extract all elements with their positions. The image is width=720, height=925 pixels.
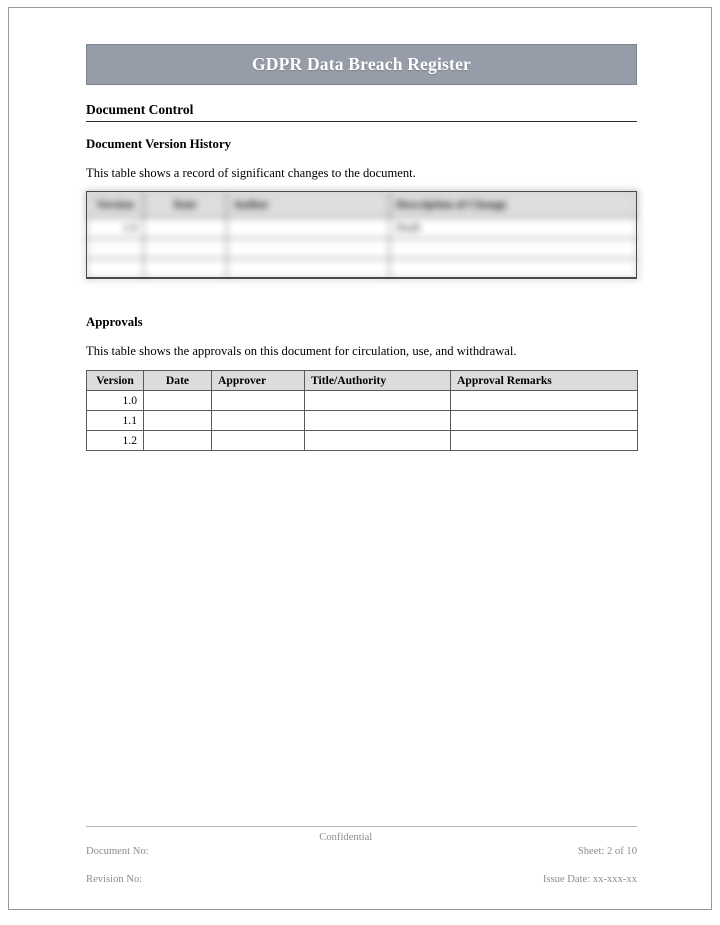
cell-description <box>390 258 638 278</box>
column-header-description: Description of Change <box>390 192 638 218</box>
approvals-table-wrapper <box>86 370 637 451</box>
cell-title-authority <box>305 410 451 430</box>
heading-document-control: Document Control <box>86 102 637 122</box>
cell-author <box>227 258 390 278</box>
table-row <box>87 410 638 430</box>
cell-description: Draft <box>390 218 638 238</box>
document-title-banner <box>86 44 637 85</box>
version-history-intro-text: This table shows a record of significant changes to the document. <box>86 165 416 180</box>
cell-date <box>144 238 227 258</box>
cell-date <box>144 390 212 410</box>
cell-version <box>87 258 144 278</box>
cell-date <box>144 430 212 450</box>
footer-issue-date: Issue Date: xx-xxx-xx <box>542 873 637 885</box>
cell-approver <box>212 390 305 410</box>
cell-approval-remarks <box>451 430 638 450</box>
document-page <box>8 7 712 910</box>
cell-approval-remarks <box>451 410 638 430</box>
footer-right-block <box>543 831 637 901</box>
footer-left-block <box>86 831 149 901</box>
table-header-row <box>87 192 638 218</box>
cell-date <box>144 410 212 430</box>
column-header-approval-remarks: Approval Remarks <box>451 370 638 390</box>
cell-description <box>390 238 638 258</box>
footer-center-block <box>149 831 543 845</box>
cell-approver <box>212 410 305 430</box>
version-history-table <box>86 191 638 279</box>
version-history-table-wrapper <box>86 191 637 279</box>
column-header-approver: Approver <box>212 370 305 390</box>
column-header-version: Version <box>87 370 144 390</box>
column-header-author: Author <box>227 192 390 218</box>
cell-version: 1.0 <box>87 218 144 238</box>
cell-approver <box>212 430 305 450</box>
approvals-table <box>86 370 638 451</box>
table-row <box>87 218 638 238</box>
column-header-version: Version <box>87 192 144 218</box>
table-row <box>87 390 638 410</box>
cell-approval-remarks <box>451 390 638 410</box>
column-header-date: Date <box>144 192 227 218</box>
page-content <box>86 44 637 451</box>
footer-confidential: Confidential <box>319 832 373 843</box>
heading-approvals: Approvals <box>86 315 143 330</box>
approvals-intro-text: This table shows the approvals on this document for circulation, use, and withdrawal. <box>86 344 517 359</box>
footer-sheet-number: Sheet: 2 of 10 <box>577 845 637 857</box>
table-row <box>87 258 638 278</box>
cell-date <box>144 258 227 278</box>
footer-document-no: Document No: <box>86 845 149 857</box>
cell-date <box>144 218 227 238</box>
cell-title-authority <box>305 390 451 410</box>
cell-version <box>87 238 144 258</box>
page-footer <box>86 826 637 901</box>
cell-title-authority <box>305 430 451 450</box>
cell-author <box>227 238 390 258</box>
table-row <box>87 430 638 450</box>
page-title: GDPR Data Breach Register <box>252 54 471 74</box>
heading-document-version-history: Document Version History <box>86 136 232 151</box>
table-header-row <box>87 370 638 390</box>
cell-version: 1.2 <box>87 430 144 450</box>
cell-author <box>227 218 390 238</box>
footer-revision-no: Revision No: <box>86 873 143 885</box>
cell-version: 1.0 <box>87 390 144 410</box>
column-header-date: Date <box>144 370 212 390</box>
cell-version: 1.1 <box>87 410 144 430</box>
column-header-title-authority: Title/Authority <box>305 370 451 390</box>
table-row <box>87 238 638 258</box>
